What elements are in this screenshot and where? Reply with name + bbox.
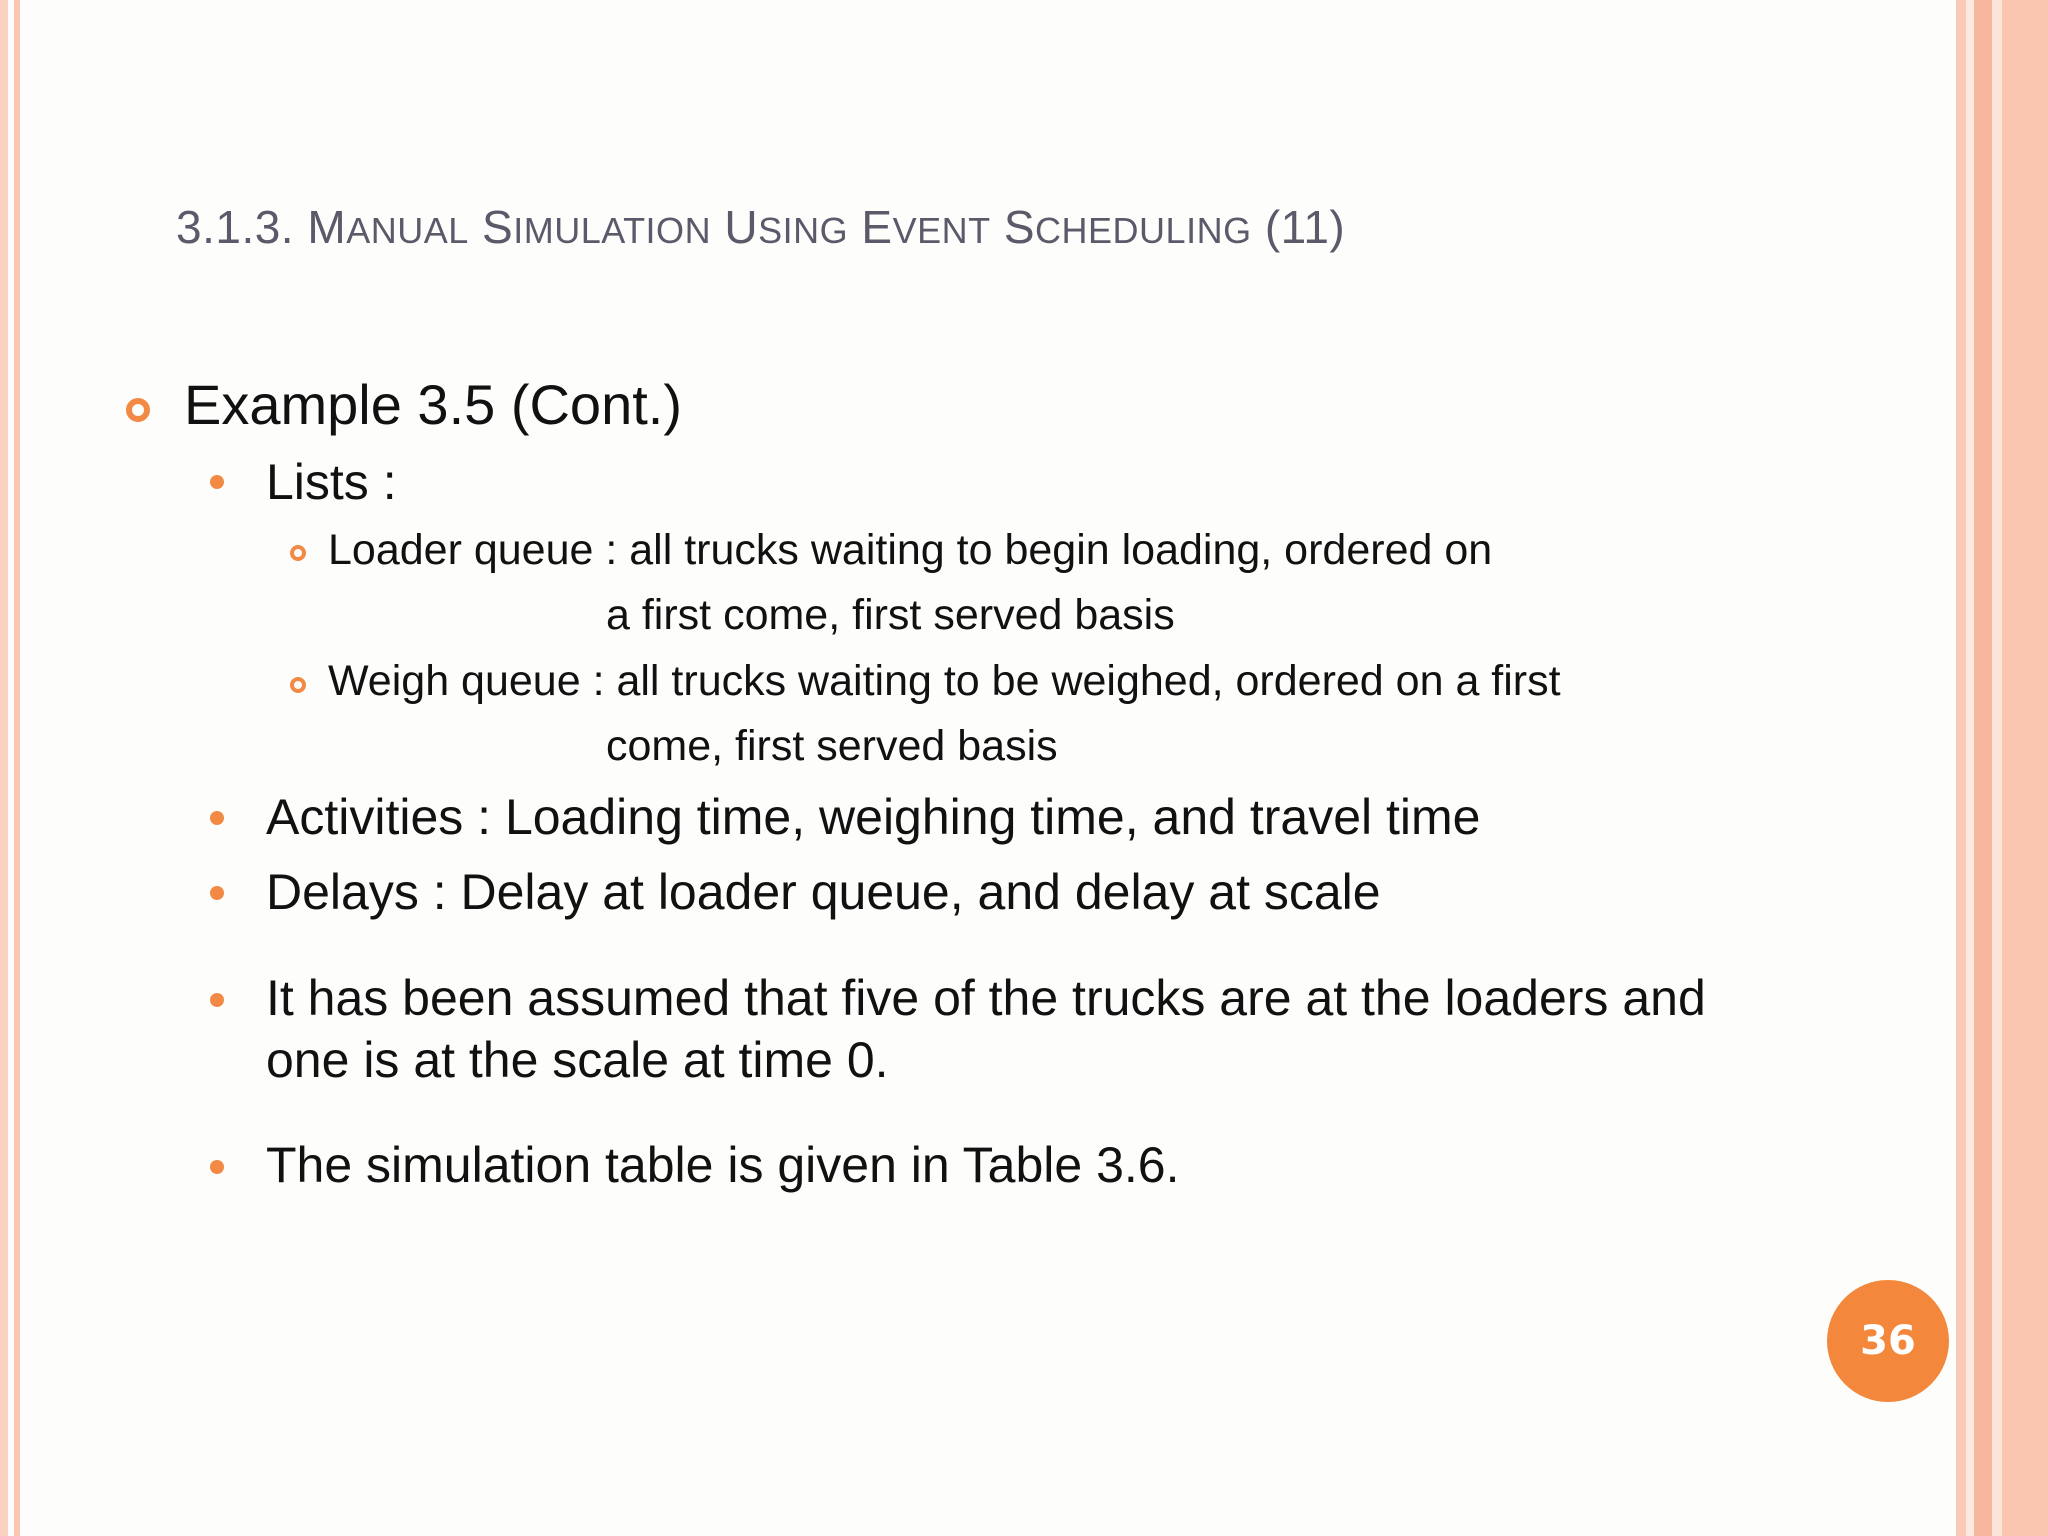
table-note-item: The simulation table is given in Table 3.6. (266, 1137, 1180, 1193)
assumption-line2: one is at the scale at time 0. (266, 1032, 889, 1088)
dot-bullet-icon (210, 993, 224, 1007)
dot-bullet-icon (210, 1160, 224, 1174)
lists-label: Lists : (266, 454, 397, 510)
left-border-stripe (14, 0, 20, 1536)
right-border-band (2002, 0, 2048, 1536)
left-border-stripe (0, 0, 8, 1536)
title-word: MANUAL (307, 201, 469, 253)
right-border-band (1974, 0, 1992, 1536)
title-word: EVENT (861, 201, 991, 253)
small-ring-bullet-icon (290, 545, 306, 561)
dot-bullet-icon (210, 475, 224, 489)
right-border-band (1966, 0, 1974, 1536)
delays-item: Delays : Delay at loader queue, and delay at scale (266, 864, 1381, 920)
title-word: USING (724, 201, 849, 253)
small-ring-bullet-icon (290, 677, 306, 693)
title-word: SIMULATION (482, 201, 712, 253)
example-heading: Example 3.5 (Cont.) (184, 373, 682, 436)
weigh-queue-line1: Weigh queue : all trucks waiting to be weighed, ordered on a first (328, 657, 1561, 705)
dot-bullet-icon (210, 886, 224, 900)
loader-queue-line1: Loader queue : all trucks waiting to begin loading, ordered on (328, 526, 1493, 574)
right-border-band (1992, 0, 2002, 1536)
slide-title (176, 200, 1345, 254)
assumption-line1: It has been assumed that five of the trucks are at the loaders and (266, 970, 1706, 1026)
weigh-queue-line2: come, first served basis (606, 722, 1058, 770)
page-number-badge: 36 (1827, 1280, 1949, 1402)
ring-bullet-icon (126, 398, 150, 422)
right-border-band (1956, 0, 1966, 1536)
title-suffix: (11) (1264, 201, 1346, 253)
activities-item: Activities : Loading time, weighing time, and travel time (266, 789, 1481, 845)
title-number: 3.1.3. (176, 201, 295, 253)
dot-bullet-icon (210, 811, 224, 825)
loader-queue-line2: a first come, first served basis (606, 591, 1175, 639)
title-word: SCHEDULING (1003, 201, 1252, 253)
